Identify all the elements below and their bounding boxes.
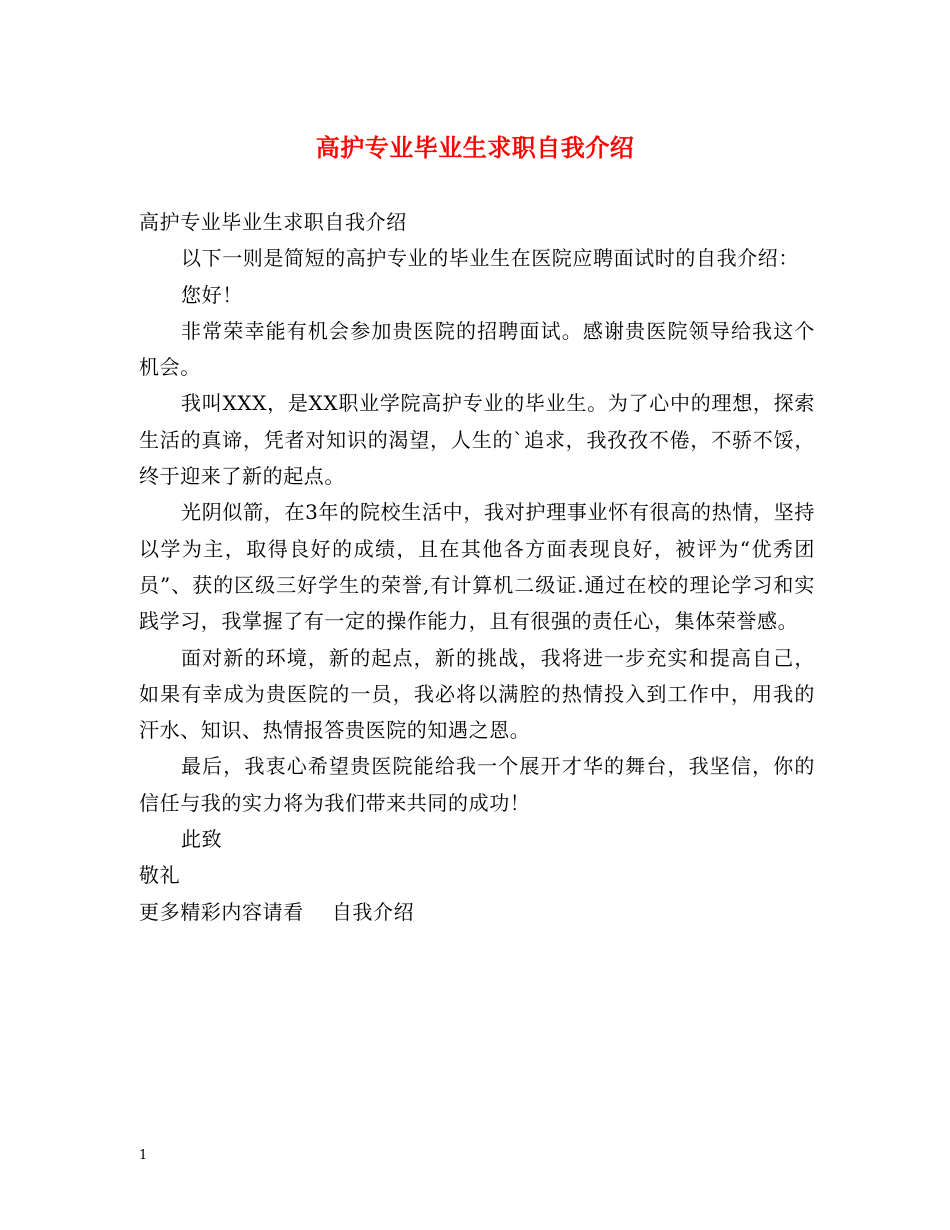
paragraph-cizhi: 此致 (181, 827, 223, 852)
paragraph-self: 我叫XXX，是XX职业学院高护专业的毕业生。为了心中的理想，探索生活的真谛，凭者对知识的渴望，人生的`追求，我孜孜不倦，不骄不馁，终于迎来了新的起点。 (139, 391, 815, 489)
paragraph-school-life: 光阴似箭，在3年的院校生活中，我对护理事业怀有很高的热情，坚持以学为主，取得良好的成绩，且在其他各方面表现良好，被评为“优秀团员”、获的区级三好学生的荣誉,有计算机二级证.通过在校的理论学习和实践学习，我掌握了有一定的操作能力，且有很强的责任心，集体荣誉感。 (139, 500, 815, 634)
document-body (139, 204, 815, 930)
paragraph-closing-wish: 最后，我衷心希望贵医院能给我一个展开才华的舞台，我坚信，你的信任与我的实力将为我们带来共同的成功！ (139, 754, 815, 815)
more-content-link[interactable]: 自我介绍 (331, 899, 415, 924)
more-content-line (139, 894, 815, 930)
heading-line: 高护专业毕业生求职自我介绍 (139, 210, 407, 234)
salutation: 敬礼 (139, 863, 181, 888)
document-title: 高护专业毕业生求职自我介绍 (315, 133, 635, 162)
paragraph-intro: 以下一则是简短的高护专业的毕业生在医院应聘面试时的自我介绍： (181, 246, 799, 271)
paragraph-greeting: 您好！ (181, 282, 243, 307)
page-number: 1 (139, 1148, 148, 1163)
paragraph-thanks: 非常荣幸能有机会参加贵医院的招聘面试。感谢贵医院领导给我这个机会。 (139, 318, 815, 380)
more-content-prefix: 更多精彩内容请看 (139, 899, 304, 924)
paragraph-new-challenge: 面对新的环境，新的起点，新的挑战，我将进一步充实和提高自己，如果有幸成为贵医院的一员，我必将以满腔的热情投入到工作中，用我的汗水、知识、热情报答贵医院的知遇之恩。 (139, 645, 815, 743)
